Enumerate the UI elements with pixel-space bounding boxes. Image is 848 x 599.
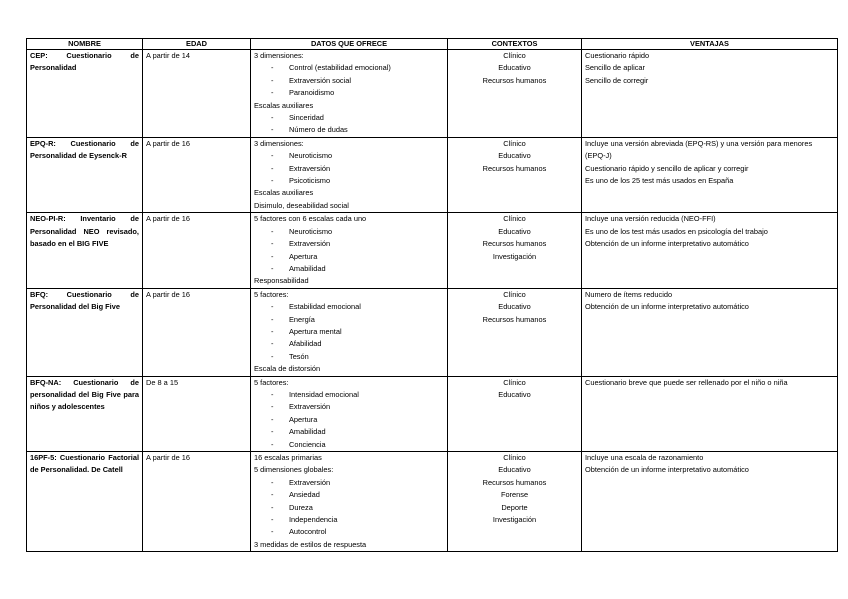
ventaja-item: Incluye una escala de razonamiento bbox=[585, 453, 704, 462]
cell-contextos bbox=[448, 376, 582, 451]
datos-line: Escalas auxiliares bbox=[254, 188, 314, 198]
table-body bbox=[27, 50, 838, 552]
datos-text: Extraversión bbox=[289, 239, 331, 249]
datos-bullet-item bbox=[254, 226, 444, 238]
cell-nombre: 16PF-5: Cuestionario Factorial de Personalidad. De Catell bbox=[27, 452, 143, 552]
datos-line: 3 medidas de estilos de respuesta bbox=[254, 539, 367, 549]
datos-bullet-item bbox=[254, 526, 444, 538]
datos-text: Control (estabilidad emocional) bbox=[289, 63, 391, 73]
personality-tests-table bbox=[26, 38, 838, 552]
datos-bullet-item bbox=[254, 263, 444, 275]
dash-bullet-icon: - bbox=[271, 339, 274, 349]
ventaja-item: Cuestionario rápido y sencillo de aplicar y corregir bbox=[585, 163, 749, 173]
contexto-item: Educativo bbox=[498, 226, 531, 236]
cell-nombre: EPQ-R: Cuestionario de Personalidad de Eysenck-R bbox=[27, 137, 143, 212]
dash-bullet-icon: - bbox=[271, 351, 274, 361]
ventaja-item: Incluye una versión abreviada (EPQ-RS) y una versión para menores (EPQ-J) bbox=[585, 138, 813, 161]
ventaja-item: Obtención de un informe interpretativo automático bbox=[585, 302, 749, 312]
header-nombre: NOMBRE bbox=[27, 39, 143, 50]
cell-ventajas bbox=[582, 213, 838, 288]
dash-bullet-icon: - bbox=[271, 151, 274, 161]
datos-text: Extraversión social bbox=[289, 75, 352, 85]
contexto-item: Recursos humanos bbox=[482, 75, 547, 85]
dash-bullet-icon: - bbox=[271, 263, 274, 273]
datos-line: 5 factores con 6 escalas cada uno bbox=[254, 214, 367, 224]
dash-bullet-icon: - bbox=[271, 88, 274, 98]
dash-bullet-icon: - bbox=[271, 239, 274, 249]
cell-datos bbox=[251, 137, 448, 212]
dash-bullet-icon: - bbox=[271, 314, 274, 324]
dash-bullet-icon: - bbox=[271, 326, 274, 336]
datos-line: 5 factores: bbox=[254, 377, 289, 387]
contexto-item: Clínico bbox=[503, 51, 526, 60]
ventaja-item: Cuestionario breve que puede ser rellenado por el niño o niña bbox=[585, 377, 788, 387]
table-row bbox=[27, 288, 838, 376]
datos-text: Apertura bbox=[289, 414, 318, 424]
contexto-item: Recursos humanos bbox=[482, 477, 547, 487]
cell-contextos bbox=[448, 288, 582, 376]
cell-edad: A partir de 16 bbox=[143, 452, 251, 552]
ventaja-item: Obtención de un informe interpretativo automático bbox=[585, 239, 749, 249]
header-ventajas: VENTAJAS bbox=[582, 39, 838, 50]
dash-bullet-icon: - bbox=[271, 402, 274, 412]
datos-bullet-item bbox=[254, 401, 444, 413]
cell-datos bbox=[251, 376, 448, 451]
cell-ventajas bbox=[582, 137, 838, 212]
datos-bullet-item bbox=[254, 389, 444, 401]
contexto-item: Recursos humanos bbox=[482, 314, 547, 324]
contexto-item: Educativo bbox=[498, 465, 531, 475]
dash-bullet-icon: - bbox=[271, 176, 274, 186]
contexto-item: Recursos humanos bbox=[482, 163, 547, 173]
datos-text: Ansiedad bbox=[289, 490, 320, 500]
datos-text: Extraversión bbox=[289, 477, 331, 487]
contexto-item: Deporte bbox=[501, 502, 528, 512]
dash-bullet-icon: - bbox=[271, 163, 274, 173]
table-row bbox=[27, 452, 838, 552]
contexto-item: Clínico bbox=[503, 138, 526, 148]
contexto-item: Recursos humanos bbox=[482, 239, 547, 249]
cell-ventajas bbox=[582, 452, 838, 552]
datos-text: Extraversión bbox=[289, 163, 331, 173]
contexto-item: Clínico bbox=[503, 214, 526, 224]
cell-edad: A partir de 16 bbox=[143, 213, 251, 288]
datos-text: Psicoticismo bbox=[289, 176, 331, 186]
dash-bullet-icon: - bbox=[271, 414, 274, 424]
dash-bullet-icon: - bbox=[271, 515, 274, 525]
datos-bullet-item bbox=[254, 251, 444, 263]
table-row bbox=[27, 137, 838, 212]
datos-bullet-item bbox=[254, 326, 444, 338]
datos-line: Responsabilidad bbox=[254, 276, 309, 286]
datos-bullet-item bbox=[254, 238, 444, 250]
contexto-item: Clínico bbox=[503, 453, 526, 462]
cell-datos bbox=[251, 213, 448, 288]
datos-bullet-item bbox=[254, 414, 444, 426]
datos-text: Amabilidad bbox=[289, 427, 326, 437]
cell-nombre: BFQ-NA: Cuestionario de personalidad del Big Five para niños y adolescentes bbox=[27, 376, 143, 451]
table-row bbox=[27, 50, 838, 138]
datos-bullet-item bbox=[254, 124, 444, 136]
dash-bullet-icon: - bbox=[271, 251, 274, 261]
dash-bullet-icon: - bbox=[271, 226, 274, 236]
datos-line: 3 dimensiones: bbox=[254, 138, 304, 148]
datos-line: 16 escalas primarias bbox=[254, 453, 322, 462]
cell-datos bbox=[251, 452, 448, 552]
datos-bullet-item bbox=[254, 163, 444, 175]
datos-text: Apertura mental bbox=[289, 326, 342, 336]
datos-text: Afabilidad bbox=[289, 339, 322, 349]
datos-line: Escala de distorsión bbox=[254, 364, 321, 374]
datos-text: Apertura bbox=[289, 251, 318, 261]
datos-bullet-item bbox=[254, 489, 444, 501]
cell-datos bbox=[251, 288, 448, 376]
datos-bullet-item bbox=[254, 351, 444, 363]
contexto-item: Educativo bbox=[498, 302, 531, 312]
cell-edad: De 8 a 15 bbox=[143, 376, 251, 451]
header-edad: EDAD bbox=[143, 39, 251, 50]
cell-contextos bbox=[448, 213, 582, 288]
contexto-item: Investigación bbox=[492, 251, 537, 261]
dash-bullet-icon: - bbox=[271, 389, 274, 399]
datos-text: Paranoidismo bbox=[289, 88, 335, 98]
contexto-item: Investigación bbox=[492, 515, 537, 525]
dash-bullet-icon: - bbox=[271, 125, 274, 135]
dash-bullet-icon: - bbox=[271, 302, 274, 312]
datos-text: Número de dudas bbox=[289, 125, 348, 135]
datos-text: Conciencia bbox=[289, 439, 326, 449]
cell-datos bbox=[251, 50, 448, 138]
cell-contextos bbox=[448, 137, 582, 212]
cell-contextos bbox=[448, 452, 582, 552]
ventaja-item: Es uno de los 25 test más usados en España bbox=[585, 176, 734, 186]
cell-edad: A partir de 16 bbox=[143, 288, 251, 376]
datos-text: Sinceridad bbox=[289, 113, 324, 123]
datos-text: Tesón bbox=[289, 351, 309, 361]
datos-text: Neuroticismo bbox=[289, 151, 333, 161]
dash-bullet-icon: - bbox=[271, 527, 274, 537]
cell-nombre: CEP: Cuestionario de Personalidad bbox=[27, 50, 143, 138]
table-row bbox=[27, 213, 838, 288]
cell-nombre: BFQ: Cuestionario de Personalidad del Big Five bbox=[27, 288, 143, 376]
datos-text: Neuroticismo bbox=[289, 226, 333, 236]
datos-bullet-item bbox=[254, 439, 444, 451]
datos-bullet-item bbox=[254, 514, 444, 526]
dash-bullet-icon: - bbox=[271, 113, 274, 123]
cell-ventajas bbox=[582, 50, 838, 138]
datos-bullet-item bbox=[254, 502, 444, 514]
contexto-item: Educativo bbox=[498, 63, 531, 73]
contexto-item: Clínico bbox=[503, 289, 526, 299]
ventaja-item: Cuestionario rápido bbox=[585, 51, 650, 60]
datos-line: 5 factores: bbox=[254, 289, 289, 299]
cell-edad: A partir de 14 bbox=[143, 50, 251, 138]
datos-text: Extraversión bbox=[289, 402, 331, 412]
datos-text: Dureza bbox=[289, 502, 313, 512]
datos-text: Estabilidad emocional bbox=[289, 302, 361, 312]
datos-line: 5 dimensiones globales: bbox=[254, 465, 334, 475]
datos-bullet-item bbox=[254, 477, 444, 489]
cell-ventajas bbox=[582, 376, 838, 451]
dash-bullet-icon: - bbox=[271, 427, 274, 437]
datos-text: Intensidad emocional bbox=[289, 389, 359, 399]
table-row bbox=[27, 376, 838, 451]
datos-bullet-item bbox=[254, 75, 444, 87]
dash-bullet-icon: - bbox=[271, 75, 274, 85]
contexto-item: Clínico bbox=[503, 377, 526, 387]
datos-bullet-item bbox=[254, 87, 444, 99]
datos-text: Energía bbox=[289, 314, 315, 324]
header-row bbox=[27, 39, 838, 50]
header-datos: DATOS QUE OFRECE bbox=[251, 39, 448, 50]
datos-bullet-item bbox=[254, 62, 444, 74]
cell-edad: A partir de 16 bbox=[143, 137, 251, 212]
datos-bullet-item bbox=[254, 314, 444, 326]
cell-ventajas bbox=[582, 288, 838, 376]
ventaja-item: Sencillo de aplicar bbox=[585, 63, 645, 73]
contexto-item: Educativo bbox=[498, 151, 531, 161]
datos-bullet-item bbox=[254, 112, 444, 124]
ventaja-item: Obtención de un informe interpretativo automático bbox=[585, 465, 749, 475]
ventaja-item: Es uno de los test más usados en psicología del trabajo bbox=[585, 226, 768, 236]
ventaja-item: Numero de ítems reducido bbox=[585, 289, 673, 299]
datos-line: Disimulo, deseabilidad social bbox=[254, 200, 349, 210]
datos-bullet-item bbox=[254, 150, 444, 162]
contexto-item: Forense bbox=[500, 490, 529, 500]
cell-contextos bbox=[448, 50, 582, 138]
datos-bullet-item bbox=[254, 426, 444, 438]
header-contextos: CONTEXTOS bbox=[448, 39, 582, 50]
datos-bullet-item bbox=[254, 301, 444, 313]
datos-bullet-item bbox=[254, 338, 444, 350]
contexto-item: Educativo bbox=[498, 389, 531, 399]
datos-bullet-item bbox=[254, 175, 444, 187]
datos-text: Independencia bbox=[289, 515, 338, 525]
dash-bullet-icon: - bbox=[271, 477, 274, 487]
cell-nombre: NEO-PI-R: Inventario de Personalidad NEO revisado, basado en el BIG FIVE bbox=[27, 213, 143, 288]
datos-text: Amabilidad bbox=[289, 263, 326, 273]
ventaja-item: Sencillo de corregir bbox=[585, 75, 649, 85]
datos-line: 3 dimensiones: bbox=[254, 51, 304, 60]
dash-bullet-icon: - bbox=[271, 490, 274, 500]
ventaja-item: Incluye una versión reducida (NEO-FFI) bbox=[585, 214, 716, 224]
dash-bullet-icon: - bbox=[271, 439, 274, 449]
datos-text: Autocontrol bbox=[289, 527, 327, 537]
dash-bullet-icon: - bbox=[271, 502, 274, 512]
datos-line: Escalas auxiliares bbox=[254, 100, 314, 110]
dash-bullet-icon: - bbox=[271, 63, 274, 73]
